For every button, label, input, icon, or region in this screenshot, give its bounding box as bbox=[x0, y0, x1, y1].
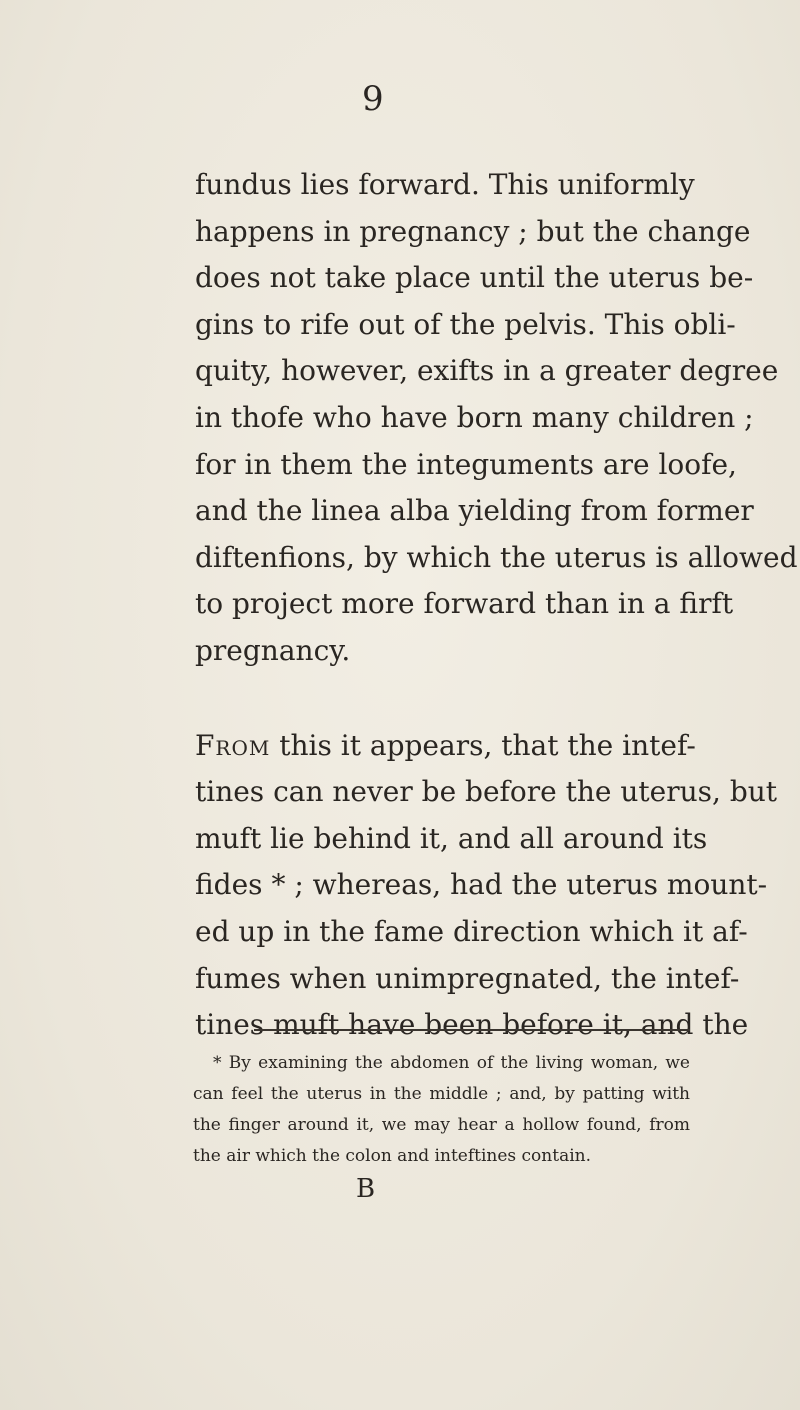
footnote-line: * By examining the abdomen of the living woman, we bbox=[213, 1053, 690, 1073]
text-line: tines can never be before the uterus, but bbox=[195, 775, 778, 809]
footnote bbox=[193, 1048, 690, 1172]
text-line: to project more forward than in a firft bbox=[195, 587, 734, 621]
text-line: in thofe who have born many children ; bbox=[195, 400, 754, 434]
paragraph-1 bbox=[195, 162, 798, 675]
text-line: ed up in the fame direction which it af- bbox=[195, 914, 748, 948]
page-number: 9 bbox=[362, 79, 384, 119]
text-line bbox=[195, 723, 696, 770]
footnote-rule bbox=[254, 1029, 690, 1031]
text-line: gins to rife out of the pelvis. This obli- bbox=[195, 307, 736, 341]
text-line: does not take place until the uterus be- bbox=[195, 261, 754, 295]
paragraph-gap bbox=[195, 675, 690, 723]
footnote-line: the finger around it, we may hear a hollow found, from bbox=[193, 1115, 690, 1135]
text-line-rest: this it appears, that the intef- bbox=[270, 728, 696, 762]
text-line: and the linea alba yielding from former bbox=[195, 494, 754, 528]
footnote-line: the air which the colon and inteftines contain. bbox=[193, 1146, 591, 1166]
footnote-line: can feel the uterus in the middle ; and, by patting with bbox=[193, 1084, 690, 1104]
text-line: fumes when unimpregnated, the intef- bbox=[195, 961, 740, 995]
paragraph-2 bbox=[195, 723, 778, 1049]
signature-mark: B bbox=[356, 1174, 376, 1204]
text-line: quity, however, exifts in a greater degree bbox=[195, 354, 779, 388]
text-line: for in them the integuments are loofe, bbox=[195, 447, 737, 481]
lead-word: From bbox=[195, 728, 271, 762]
text-line: tines muft have been before it, and the bbox=[195, 1008, 749, 1042]
body-text bbox=[195, 162, 798, 1049]
text-line: diftenfions, by which the uterus is allowed bbox=[195, 540, 798, 574]
text-line: muft lie behind it, and all around its bbox=[195, 821, 708, 855]
text-line: fundus lies forward. This uniformly bbox=[195, 168, 695, 201]
text-line: fides * ; whereas, had the uterus mount- bbox=[195, 868, 768, 902]
text-line: pregnancy. bbox=[195, 633, 351, 667]
text-line: happens in pregnancy ; but the change bbox=[195, 214, 751, 248]
